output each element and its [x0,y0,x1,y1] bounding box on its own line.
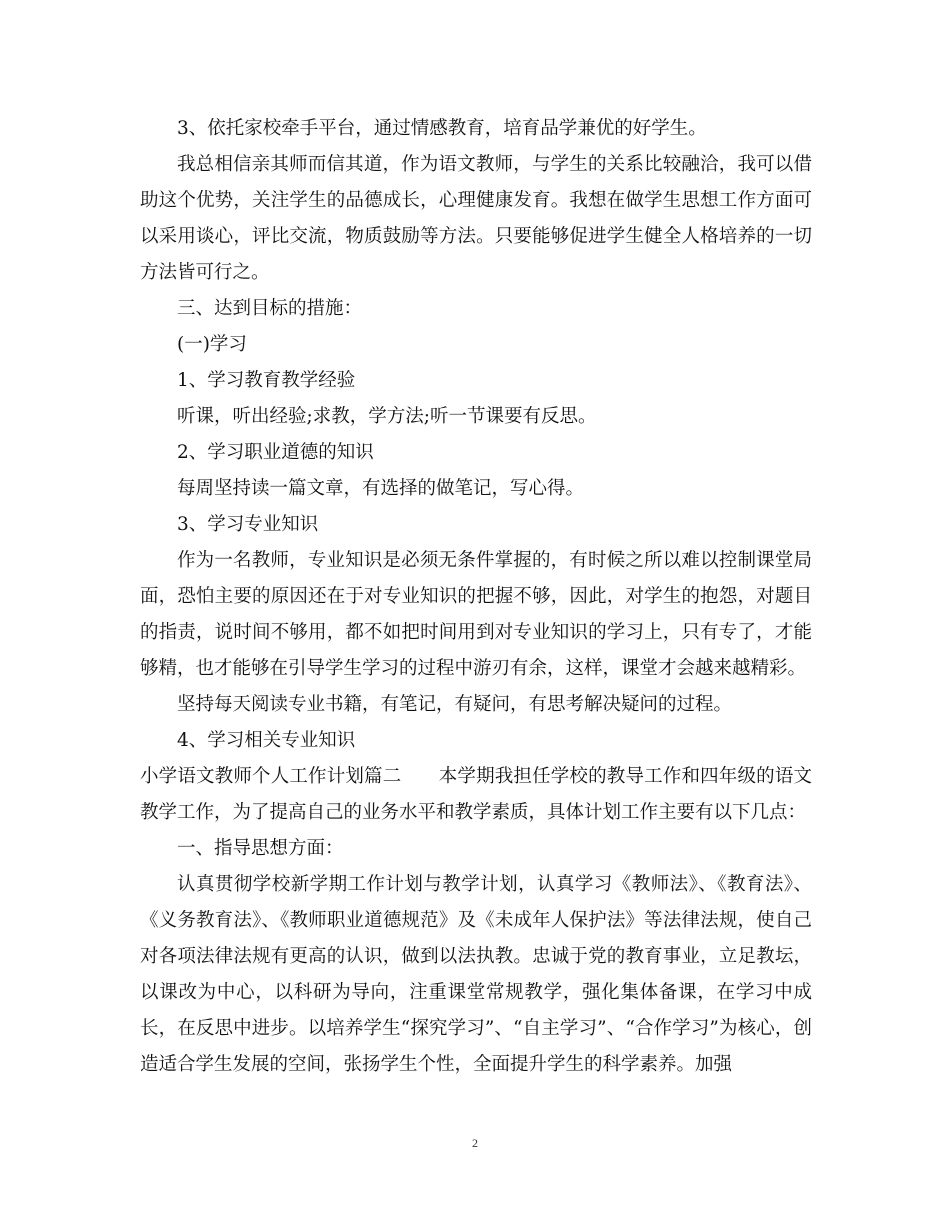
list-item-heading: 3、学习专业知识 [177,514,319,535]
paragraph: 我总相信亲其师而信其道，作为语文教师，与学生的关系比较融洽，我可以借助这个优势，关注学生的品德成长，心理健康发育。我想在做学生思想工作方面可以采用谈心，评比交流，物质鼓励等方法。只要能够促进学生健全人格培养的一切方法皆可行之。 [140,154,812,283]
paragraph: 坚持每天阅读专业书籍，有笔记，有疑问，有思考解决疑问的过程。 [177,694,733,715]
list-item-heading: 4、学习相关专业知识 [177,730,356,751]
list-item-heading: 1、学习教育教学经验 [177,370,356,391]
paragraph: 认真贯彻学校新学期工作计划与教学计划，认真学习《教师法》、《教育法》、《义务教育法》、《教师职业道德规范》及《未成年人保护法》等法律法规，使自己对各项法律法规有更高的认识，做到以法执教。忠诚于党的教育事业，立足教坛，以课改为中心，以科研为导向，注重课堂常规教学，强化集体备课，在学习中成长，在反思中进步。以培养学生“探究学习”、“自主学习”、“合作学习”为核心，创造适合学生发展的空间，张扬学生个性，全面提升学生的科学素养。加强 [140,874,812,1075]
paragraph: 作为一名教师，专业知识是必须无条件掌握的，有时候之所以难以控制课堂局面，恐怕主要的原因还在于对专业知识的把握不够，因此，对学生的抱怨，对题目的指责，说时间不够用，都不如把时间用到对专业知识的学习上，只有专了，才能够精，也才能够在引导学生学习的过程中游刃有余，这样，课堂才会越来越精彩。 [140,550,812,679]
section-heading: 一、指导思想方面： [177,838,344,859]
paragraph: 每周坚持读一篇文章，有选择的做笔记，写心得。 [177,478,585,499]
paragraph: 听课，听出经验;求教，学方法;听一节课要有反思。 [177,406,597,427]
page-number: 2 [472,1136,478,1150]
article-title-paragraph: 小学语文教师个人工作计划篇二 本学期我担任学校的教导工作和四年级的语文教学工作，为了提高自己的业务水平和教学素质，具体计划工作主要有以下几点： [140,766,812,823]
section-heading: 三、达到目标的措施： [177,298,363,319]
subsection-heading: (一)学习 [177,334,247,355]
paragraph: 3、依托家校牵手平台，通过情感教育，培育品学兼优的好学生。 [177,118,707,139]
page-body [140,111,812,1083]
list-item-heading: 2、学习职业道德的知识 [177,442,374,463]
